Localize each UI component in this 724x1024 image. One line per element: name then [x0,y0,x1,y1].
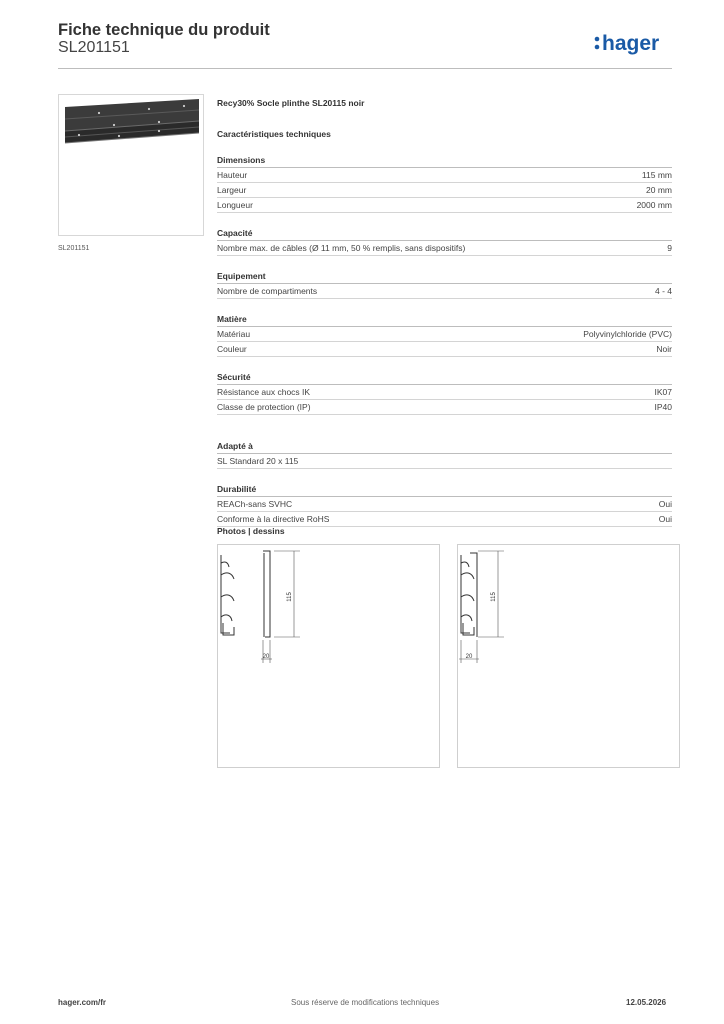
group-title: Dimensions [217,154,672,168]
product-reference: SL201151 [58,39,130,56]
group-dimensions [217,154,672,213]
spec-row [217,512,672,527]
product-photo [58,94,204,236]
group-capacity [217,227,672,256]
image-caption: SL201151 [58,245,90,252]
spec-label: Nombre max. de câbles (Ø 11 mm, 50 % remplis, sans dispositifs) [217,243,466,253]
spec-label: Classe de protection (IP) [217,402,311,412]
spec-row [217,454,672,469]
drawing-height-dimension: 115 [491,592,497,602]
spec-label: SL Standard 20 x 115 [217,456,299,466]
spec-label: Matériau [217,329,251,339]
spec-row [217,198,672,213]
spec-value: 20 mm [646,185,672,195]
tech-sheet-content [217,96,672,527]
header-divider [58,68,672,69]
tech-characteristics-heading: Caractéristiques techniques [217,129,331,139]
spec-row [217,183,672,198]
spec-value: Oui [658,499,672,509]
page-title: Fiche technique du produit [58,21,270,39]
product-name: Recy30% Socle plinthe SL20115 noir [217,98,365,108]
group-title: Equipement [217,270,672,284]
photos-heading: Photos | dessins [217,526,285,536]
spec-label: Conforme à la directive RoHS [217,514,330,524]
spec-value: Noir [656,344,672,354]
group-title: Adapté à [217,440,672,454]
spec-row [217,327,672,342]
spec-label: Couleur [217,344,247,354]
spec-row [217,284,672,299]
spec-label: REACh-sans SVHC [217,499,293,509]
group-title: Capacité [217,227,672,241]
spec-row [217,342,672,357]
group-title: Matière [217,313,672,327]
spec-value: 115 mm [641,170,672,180]
spec-value: Oui [658,514,672,524]
logo-text: hager [602,32,660,55]
spec-value: 9 [667,243,672,253]
drawing-width-dimension: 20 [465,654,473,660]
group-equipment [217,270,672,299]
spec-row [217,241,672,256]
footer-notice: Sous réserve de modifications techniques [291,998,440,1007]
group-adapted-to [217,440,672,469]
spec-value: IP40 [654,402,672,412]
group-title: Sécurité [217,371,672,385]
hager-logo [593,28,673,56]
spec-label: Largeur [217,185,247,195]
spec-row [217,400,672,415]
spec-label: Longueur [217,200,253,210]
spec-label: Nombre de compartiments [217,286,318,296]
spec-row [217,497,672,512]
group-material [217,313,672,357]
spec-row [217,168,672,183]
spec-value: Polyvinylchloride (PVC) [583,329,672,339]
spec-value: 4 - 4 [654,286,672,296]
spec-value: 2000 mm [636,200,672,210]
group-security [217,371,672,415]
spec-value: IK07 [654,387,672,397]
footer-website[interactable]: hager.com/fr [58,998,107,1007]
spec-row [217,385,672,400]
footer-date: 12.05.2026 [626,998,667,1007]
group-title: Durabilité [217,483,672,497]
drawing-width-dimension: 20 [262,654,270,660]
technical-drawing-1 [217,544,440,768]
technical-drawing-2 [457,544,680,768]
group-durability [217,483,672,527]
spec-label: Hauteur [217,170,248,180]
spec-label: Résistance aux chocs IK [217,387,311,397]
drawing-height-dimension: 115 [287,592,293,602]
